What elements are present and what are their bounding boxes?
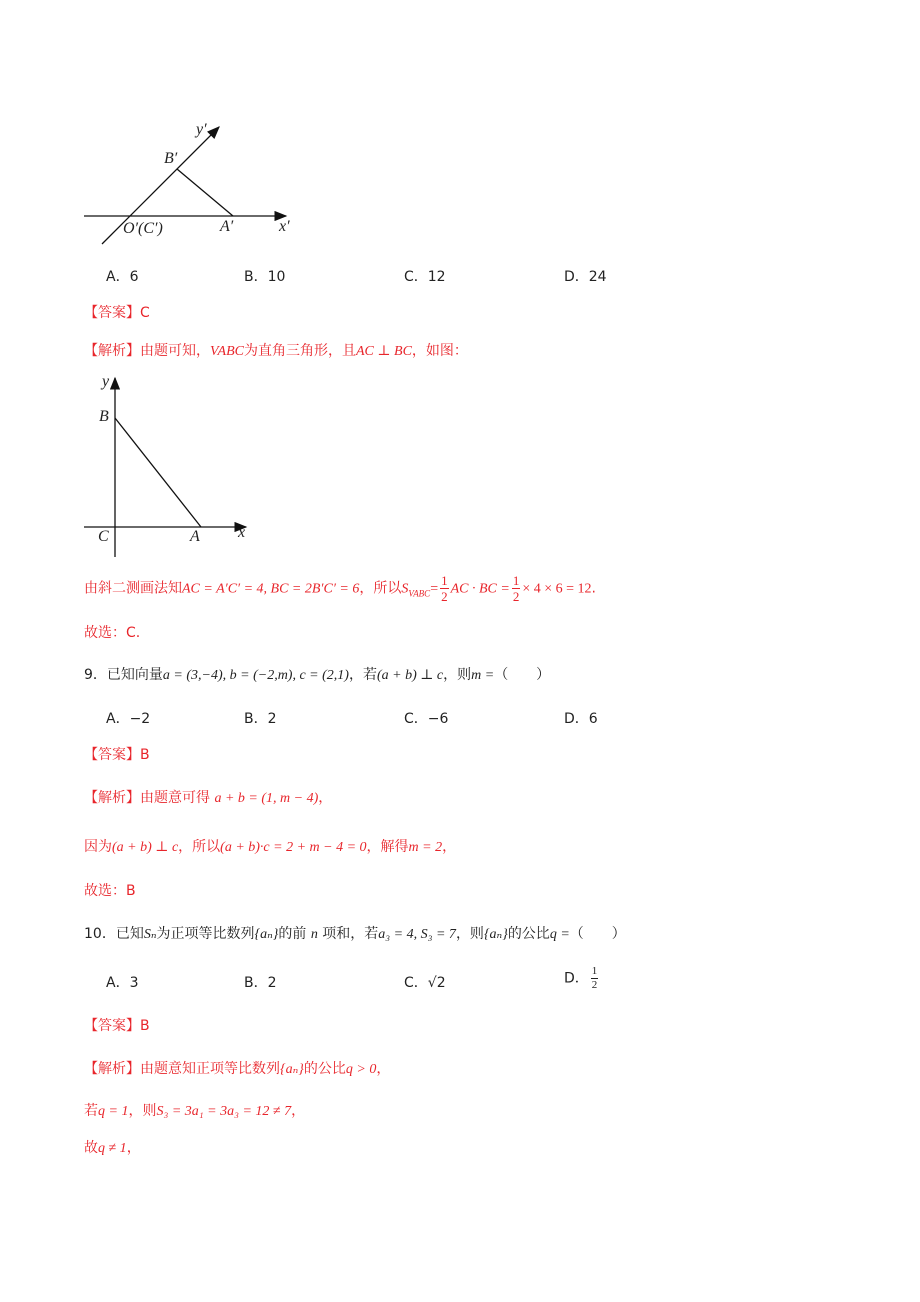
q9-option-d: D．6 xyxy=(564,711,598,727)
label-c: C xyxy=(98,528,109,545)
condition-math: a₃ = 4, S₃ = 7 xyxy=(378,927,456,942)
triangle-symbol: VABC xyxy=(210,344,244,359)
analysis-text: 为直角三角形，且 xyxy=(243,343,356,359)
analysis-text: ，所以 xyxy=(178,839,221,855)
sum-math: a + b = (1, m − 4) xyxy=(214,791,319,806)
analysis-text: ，如图： xyxy=(411,343,468,359)
q8-option-b: B．10 xyxy=(244,269,286,285)
analysis-text: 由题可知， xyxy=(140,343,210,359)
q9-option-a: A．−2 xyxy=(106,711,151,727)
q10-analysis-line2 xyxy=(84,1100,305,1120)
q-not-one-math: q ≠ 1 xyxy=(98,1141,127,1156)
q9-stem xyxy=(84,664,550,684)
area-subscript: VABC xyxy=(408,588,431,599)
analysis-text: 由题意可得 xyxy=(140,790,210,806)
question-number: 10．已知 xyxy=(84,926,144,942)
area-symbol: S xyxy=(401,581,409,597)
sum-math: S₃ = 3a₁ = 3a₃ = 12 ≠ 7 xyxy=(156,1104,292,1119)
fraction-denominator: 2 xyxy=(591,979,598,991)
label-a: A xyxy=(190,528,200,545)
stem-text: ，则 xyxy=(455,926,484,942)
label-b-prime: B′ xyxy=(164,150,178,167)
label-a-prime: A′ xyxy=(220,218,234,235)
ask-math: q = xyxy=(549,927,570,942)
analysis-prefix: 【解析】 xyxy=(84,343,140,359)
analysis-text: 的公比 xyxy=(303,1061,346,1077)
vectors-math: a = (3,−4), b = (−2,m), c = (2,1) xyxy=(162,668,349,683)
q8-option-c: C．12 xyxy=(404,269,446,285)
segment-b-a xyxy=(115,418,201,527)
q9-answer: 【答案】B xyxy=(84,747,150,763)
triangle-axes-svg xyxy=(0,0,920,600)
q8-answer: 【答案】C xyxy=(84,305,150,321)
fraction-numerator: 1 xyxy=(591,965,598,977)
analysis-text: ，解得 xyxy=(366,839,409,855)
result-math: m = 2 xyxy=(408,840,443,855)
sequence-math: {aₙ} xyxy=(280,1062,304,1077)
condition-math: (a + b) ⊥ c xyxy=(376,668,444,683)
q8-option-a: A．6 xyxy=(106,269,139,285)
q-equals-one-math: q = 1 xyxy=(98,1104,129,1119)
q9-analysis-line2 xyxy=(84,836,456,856)
equals: = xyxy=(430,581,439,597)
fraction-numerator: 1 xyxy=(512,573,520,588)
analysis-text: ， xyxy=(318,790,333,806)
q10-analysis-line3 xyxy=(84,1137,141,1157)
q9-option-c: C．−6 xyxy=(404,711,449,727)
label-x-prime: x′ xyxy=(279,218,290,235)
blank-paren: （ ） xyxy=(494,667,551,683)
fraction-numerator: 1 xyxy=(441,573,448,588)
fraction-half xyxy=(512,574,521,603)
q10-analysis-line1 xyxy=(84,1058,390,1078)
q10-stem xyxy=(84,923,626,943)
ask-math: m = xyxy=(471,668,495,683)
option-d-prefix: D． xyxy=(564,970,589,987)
label-y: y xyxy=(102,373,110,390)
perp-math: AC ⊥ BC xyxy=(355,344,412,359)
analysis-text: ，所以 xyxy=(359,580,402,597)
label-y-prime: y′ xyxy=(196,121,207,138)
stem-text: 项和，若 xyxy=(322,926,379,942)
q8-analysis-line2 xyxy=(84,574,596,603)
analysis-text: 由斜二测画法知 xyxy=(84,580,182,597)
fraction-half xyxy=(591,966,599,991)
question-number: 9．已知向量 xyxy=(84,667,163,683)
analysis-text: 因为 xyxy=(84,839,112,855)
n-math: n xyxy=(310,927,318,942)
label-origin: O′(C′) xyxy=(123,220,163,237)
q9-analysis-line1 xyxy=(84,787,332,807)
stem-text: 为正项等比数列 xyxy=(156,926,255,942)
q9-conclusion: 故选：B xyxy=(84,883,136,899)
stem-text: ，则 xyxy=(443,667,472,683)
q10-option-c: C．√2 xyxy=(404,975,446,991)
fraction-denominator: 2 xyxy=(441,589,448,604)
analysis-text: 若 xyxy=(84,1103,98,1119)
dot-product-math: (a + b)·c = 2 + m − 4 = 0 xyxy=(220,840,367,855)
length-math: AC = A′C′ = 4, BC = 2B′C′ = 6 xyxy=(182,581,360,597)
q10-option-b: B．2 xyxy=(244,975,277,991)
q8-conclusion: 故选：C. xyxy=(84,625,141,641)
q9-option-b: B．2 xyxy=(244,711,277,727)
analysis-text: ， xyxy=(126,1140,141,1156)
analysis-prefix: 【解析】 xyxy=(84,1061,140,1077)
sn-math: Sₙ xyxy=(143,927,157,942)
stem-text: ，若 xyxy=(348,667,377,683)
condition-math: (a + b) ⊥ c xyxy=(112,840,179,855)
q8-option-d: D．24 xyxy=(564,269,607,285)
blank-paren: （ ） xyxy=(569,926,626,942)
q-positive-math: q > 0 xyxy=(345,1062,377,1077)
analysis-text: 由题意知正项等比数列 xyxy=(140,1061,280,1077)
analysis-prefix: 【解析】 xyxy=(84,790,140,806)
product-math: AC · BC = xyxy=(450,581,510,597)
q10-option-d xyxy=(564,966,600,991)
fraction-denominator: 2 xyxy=(512,589,520,604)
analysis-text: ， xyxy=(442,839,457,855)
q10-option-a: A．3 xyxy=(106,975,139,991)
period: . xyxy=(591,580,596,597)
product-result: × 4 × 6 = 12 xyxy=(522,581,592,597)
analysis-text: ， xyxy=(376,1061,391,1077)
q10-answer: 【答案】B xyxy=(84,1018,150,1034)
analysis-text: ， xyxy=(291,1103,306,1119)
sequence-math: {aₙ} xyxy=(254,927,279,942)
stem-text: 的前 xyxy=(278,926,307,942)
label-x: x xyxy=(238,524,246,541)
sequence-math: {aₙ} xyxy=(483,927,508,942)
stem-text: 的公比 xyxy=(507,926,550,942)
analysis-text: 故 xyxy=(84,1140,98,1156)
analysis-text: ，则 xyxy=(128,1103,157,1119)
fraction-half xyxy=(440,574,449,603)
label-b: B xyxy=(99,408,109,425)
